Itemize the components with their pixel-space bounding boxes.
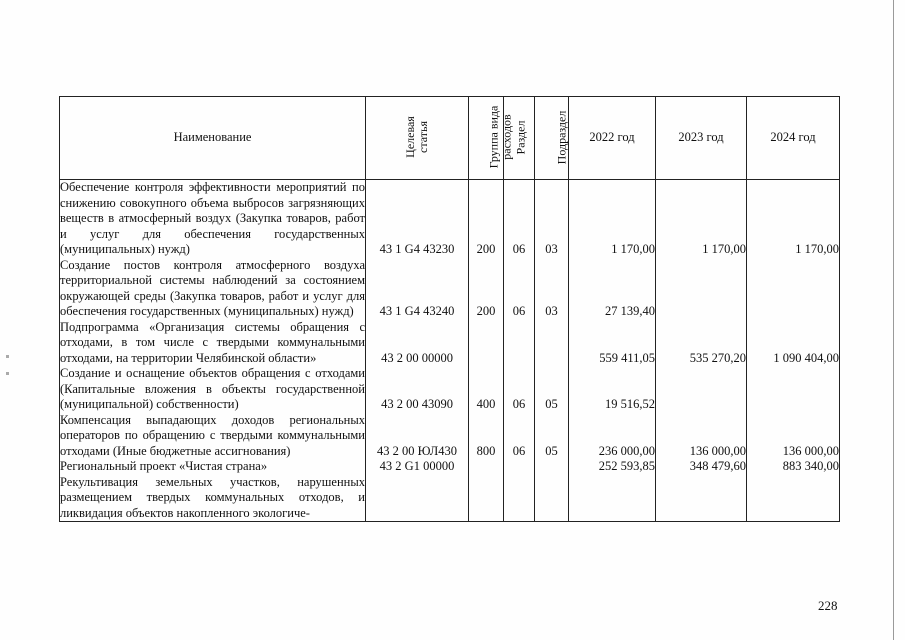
- budget-table-wrap: [59, 96, 839, 596]
- row-amount-2023: 1 170,00: [656, 180, 747, 258]
- scan-edge-line: [893, 0, 894, 640]
- row-amount-2022: 1 170,00: [569, 180, 656, 258]
- row-subsection: [535, 459, 569, 475]
- row-amount-2024: 136 000,00: [747, 413, 840, 460]
- page-number: 228: [818, 598, 838, 613]
- row-amount-2022: 252 593,85: [569, 459, 656, 475]
- row-amount-2024: [747, 475, 840, 522]
- row-code: 43 2 00 43090: [366, 366, 469, 413]
- header-target-line2: статья: [415, 121, 430, 154]
- row-group: 200: [469, 180, 504, 258]
- row-amount-2023: [656, 258, 747, 320]
- row-amount-2024: 1 090 404,00: [747, 320, 840, 367]
- row-section: 06: [504, 413, 535, 460]
- row-amount-2023: 136 000,00: [656, 413, 747, 460]
- row-section: [504, 320, 535, 367]
- header-year-2023: 2023 год: [656, 97, 747, 180]
- table-row: [60, 366, 840, 413]
- row-subsection: 03: [535, 180, 569, 258]
- row-code: 43 2 00 ЮЛ430: [366, 413, 469, 460]
- row-amount-2023: [656, 475, 747, 522]
- row-code: 43 1 G4 43230: [366, 180, 469, 258]
- row-amount-2022: 236 000,00: [569, 413, 656, 460]
- row-amount-2023: 535 270,20: [656, 320, 747, 367]
- table-row: [60, 320, 840, 367]
- row-name: Обеспечение контроля эффективности мероприятий по снижению совокупного объема выбросов загрязняющих веществ в атмосферный воздух (Закупка товаров, работ и услуг для обеспечения государственных (муниципальных) нужд): [60, 180, 365, 256]
- row-section: [504, 459, 535, 475]
- header-target-article: [366, 97, 469, 180]
- header-row: [60, 97, 840, 180]
- row-group: 200: [469, 258, 504, 320]
- row-name: Компенсация выпадающих доходов региональных операторов по обращению с твердыми коммунальными отходами (Иные бюджетные ассигнования): [60, 412, 365, 458]
- table-row: [60, 459, 840, 475]
- row-subsection: [535, 320, 569, 367]
- row-subsection: 05: [535, 366, 569, 413]
- row-code: 43 2 G1 00000: [366, 459, 469, 475]
- row-name: Создание и оснащение объектов обращения с отходами (Капитальные вложения в объекты государственной (муниципальной) собственности): [60, 366, 365, 411]
- row-amount-2024: [747, 258, 840, 320]
- row-amount-2023: 348 479,60: [656, 459, 747, 475]
- row-group: [469, 459, 504, 475]
- row-name: Подпрограмма «Организация системы обращения с отходами, в том числе с твердыми коммунальными отходами, на территории Челябинской области»: [60, 319, 365, 365]
- row-subsection: 03: [535, 258, 569, 320]
- row-amount-2024: [747, 366, 840, 413]
- row-subsection: 05: [535, 413, 569, 460]
- table-row: [60, 413, 840, 460]
- row-amount-2024: 1 170,00: [747, 180, 840, 258]
- row-section: [504, 475, 535, 522]
- row-section: 06: [504, 366, 535, 413]
- table-row: [60, 258, 840, 320]
- row-group: [469, 320, 504, 367]
- row-group: 800: [469, 413, 504, 460]
- header-expense-group: [469, 97, 514, 180]
- row-code: 43 2 00 00000: [366, 320, 469, 367]
- row-code: 43 1 G4 43240: [366, 258, 469, 320]
- scan-speck: [6, 372, 9, 375]
- header-section-label: Раздел: [513, 120, 528, 155]
- row-name: Создание постов контроля атмосферного воздуха территориальной системы наблюдений за состоянием окружающей среды (Закупка товаров, работ и услуг для обеспечения государственных (муниципальных) нужд): [60, 257, 365, 318]
- table-row: [60, 180, 840, 258]
- header-name: Наименование: [60, 97, 366, 180]
- header-year-2022: 2022 год: [569, 97, 656, 180]
- scan-speck: [6, 355, 9, 358]
- header-target-line1: Целевая: [402, 116, 417, 159]
- row-group: 400: [469, 366, 504, 413]
- header-group-line2: расходов: [499, 114, 514, 160]
- row-name: Рекультивация земельных участков, нарушенных размещением твердых коммунальных отходов, и ликвидация объектов накопленного экологиче-: [60, 474, 365, 520]
- row-amount-2022: 19 516,52: [569, 366, 656, 413]
- row-section: 06: [504, 258, 535, 320]
- row-section: 06: [504, 180, 535, 258]
- row-amount-2023: [656, 366, 747, 413]
- header-group-line1: Группа вида: [486, 105, 501, 169]
- table-row: [60, 475, 840, 522]
- row-amount-2022: [569, 475, 656, 522]
- header-subsection: [535, 97, 569, 180]
- budget-table: [59, 96, 840, 522]
- row-subsection: [535, 475, 569, 522]
- row-code: [366, 475, 469, 522]
- header-year-2024: 2024 год: [747, 97, 840, 180]
- header-subsection-label: Подраздел: [554, 110, 569, 165]
- row-amount-2022: 27 139,40: [569, 258, 656, 320]
- row-amount-2024: 883 340,00: [747, 459, 840, 475]
- row-group: [469, 475, 504, 522]
- row-amount-2022: 559 411,05: [569, 320, 656, 367]
- row-name: Региональный проект «Чистая страна»: [60, 459, 366, 475]
